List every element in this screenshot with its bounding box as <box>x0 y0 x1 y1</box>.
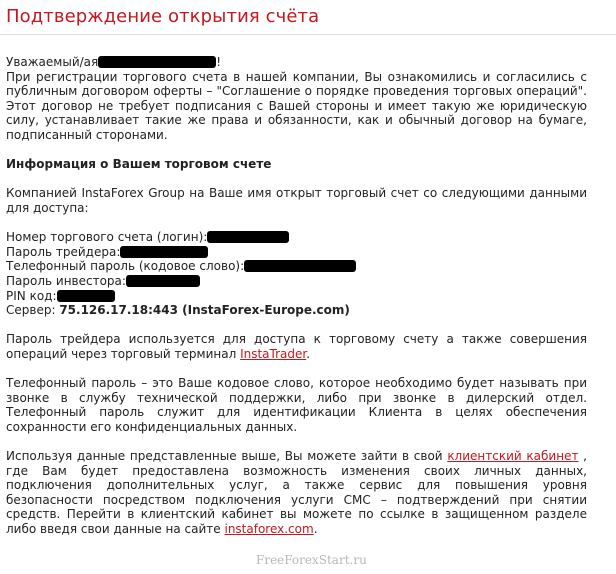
trader-password-paragraph <box>6 332 587 361</box>
pin-row <box>6 289 587 304</box>
divider <box>0 34 616 35</box>
redacted-pin <box>57 290 115 302</box>
phone-password-paragraph: Телефонный пароль – это Ваше кодовое слово, которое необходимо будет называть при звонке в службу технической поддержки, либо при звонке в дилерский отдел. Телефонный пароль служит для идентификации Клиента в целях обеспечения сохранности его конфиденциальных данных. <box>6 376 587 434</box>
redacted-name <box>98 56 216 68</box>
phone-password-row <box>6 259 587 274</box>
investor-password-row <box>6 274 587 289</box>
login-row <box>6 230 587 245</box>
cabinet-text-2: , где Вам будет предоставлена возможность изменения своих личных данных, подключения дополнительных услуг, а также сервис для повышения уровня безопасности посредством подключения услуги СМС – подтверждений при снятии средств. Перейти в клиентский кабинет вы можете по ссылке в защищенном разделе либо введя свои данные на сайте <box>6 449 587 536</box>
greeting-text: Уважаемый/ая <box>6 55 99 69</box>
cabinet-text-1: Используя данные представленные выше, Вы можете зайти в свой <box>6 449 448 464</box>
cabinet-paragraph <box>6 449 587 537</box>
greeting-line <box>6 55 587 70</box>
intro-paragraph: При регистрации торгового счета в нашей компании, Вы ознакомились и согласились с публичным договором оферты – "Соглашение о порядке проведения торговых операций". Этот договор не требует подписания с Вашей стороны и имеет такую же юридическую силу, устанавливает такие же права и обязанности, как и обычный договор на бумаге, подписанный сторонами. <box>6 69 587 142</box>
watermark: FreeForexStart.ru <box>256 553 367 567</box>
trader-password-label: Пароль трейдера: <box>6 244 121 259</box>
greeting-suffix: ! <box>216 55 222 69</box>
redacted-investor-password <box>126 275 200 287</box>
client-cabinet-link[interactable]: клиентский кабинет <box>447 449 579 464</box>
server-label: Сервер: <box>6 303 60 318</box>
redacted-login <box>207 231 289 243</box>
redacted-trader-password <box>120 246 208 258</box>
account-intro: Компанией InstaForex Group на Ваше имя открыт торговый счет со следующими данными для доступа: <box>6 186 587 215</box>
investor-password-label: Пароль инвестора: <box>6 273 126 288</box>
trader-password-end: . <box>306 346 311 361</box>
instatrader-link[interactable]: InstaTrader <box>240 346 307 361</box>
section-heading: Информация о Вашем торговом счете <box>6 157 272 172</box>
trader-password-text: Пароль трейдера используется для доступа к торговому счету а также совершения операций через торговый терминал <box>6 332 587 361</box>
phone-password-label: Телефонный пароль (кодовое слово): <box>6 259 245 274</box>
cabinet-text-end: . <box>313 522 318 536</box>
page-title: Подтверждение открытия счёта <box>6 6 320 27</box>
server-value: 75.126.17.18:443 (InstaForex-Europe.com) <box>59 303 350 318</box>
letter-body <box>6 55 587 537</box>
pin-label: PIN код: <box>6 288 57 303</box>
trader-password-row <box>6 245 587 260</box>
login-label: Номер торгового счета (логин): <box>6 230 208 245</box>
instaforex-site-link[interactable]: instaforex.com <box>224 522 314 536</box>
server-row <box>6 303 587 318</box>
redacted-phone-password <box>244 260 356 272</box>
